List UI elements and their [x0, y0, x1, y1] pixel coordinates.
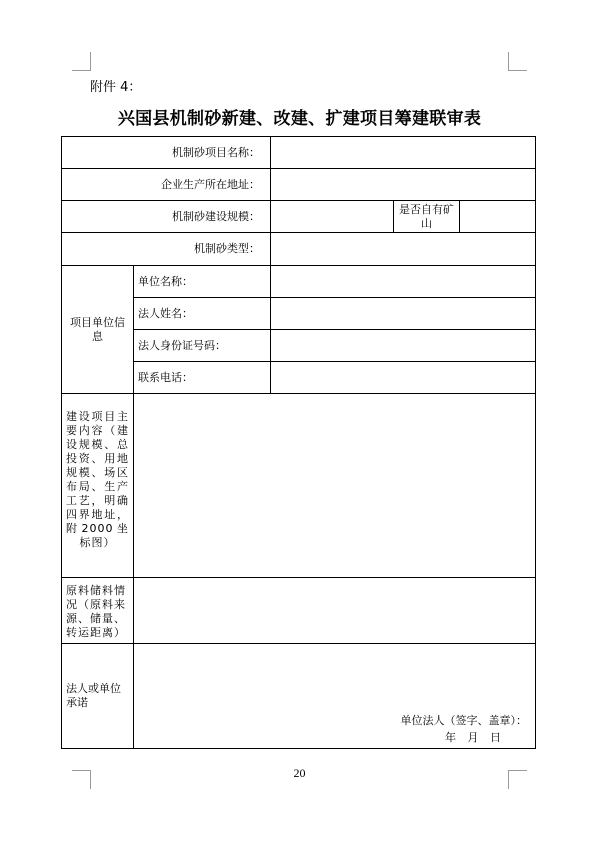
- unit-name-field[interactable]: [271, 266, 536, 298]
- attachment-label: 附件 4：: [90, 80, 142, 95]
- has-mine-field[interactable]: [460, 201, 536, 233]
- legal-id-field[interactable]: [271, 330, 536, 362]
- date-label: 年 月 日: [445, 731, 502, 744]
- project-content-field[interactable]: [134, 394, 536, 578]
- signature-label: 单位法人（签字、盖章）：: [400, 714, 528, 727]
- has-mine-label: 是否自有矿山: [394, 201, 460, 233]
- project-content-label: 建设项目主要内容（建设规模、总投资、用地规模、场区布局、生产工艺，明确四界地址，附2000坐标图）: [62, 394, 134, 578]
- unit-info-label: 项目单位信息: [62, 266, 134, 394]
- type-field[interactable]: [271, 233, 536, 266]
- phone-label: 联系电话：: [134, 362, 271, 394]
- commitment-field[interactable]: [134, 644, 536, 749]
- commitment-label: 法人或单位承诺: [62, 644, 134, 749]
- scale-label: 机制砂建设规模：: [62, 201, 271, 233]
- address-field[interactable]: [271, 169, 536, 201]
- page-number: 20: [293, 766, 306, 780]
- unit-name-label: 单位名称：: [134, 266, 271, 298]
- address-label: 企业生产所在地址：: [62, 169, 271, 201]
- review-form-table: [61, 136, 536, 749]
- raw-material-field[interactable]: [134, 578, 536, 644]
- legal-id-label: 法人身份证号码：: [134, 330, 271, 362]
- phone-field[interactable]: [271, 362, 536, 394]
- crop-mark-top-left: [72, 52, 91, 71]
- legal-name-field[interactable]: [271, 298, 536, 330]
- legal-name-label: 法人姓名：: [134, 298, 271, 330]
- project-name-label: 机制砂项目名称：: [62, 137, 271, 169]
- raw-material-label: 原料储料情况（原料来源、储量、转运距离）: [62, 578, 134, 644]
- scale-field[interactable]: [271, 201, 394, 233]
- type-label: 机制砂类型：: [62, 233, 271, 266]
- project-name-field[interactable]: [271, 137, 536, 169]
- page-title: 兴国县机制砂新建、改建、扩建项目筹建联审表: [117, 109, 482, 129]
- crop-mark-top-right: [508, 52, 527, 71]
